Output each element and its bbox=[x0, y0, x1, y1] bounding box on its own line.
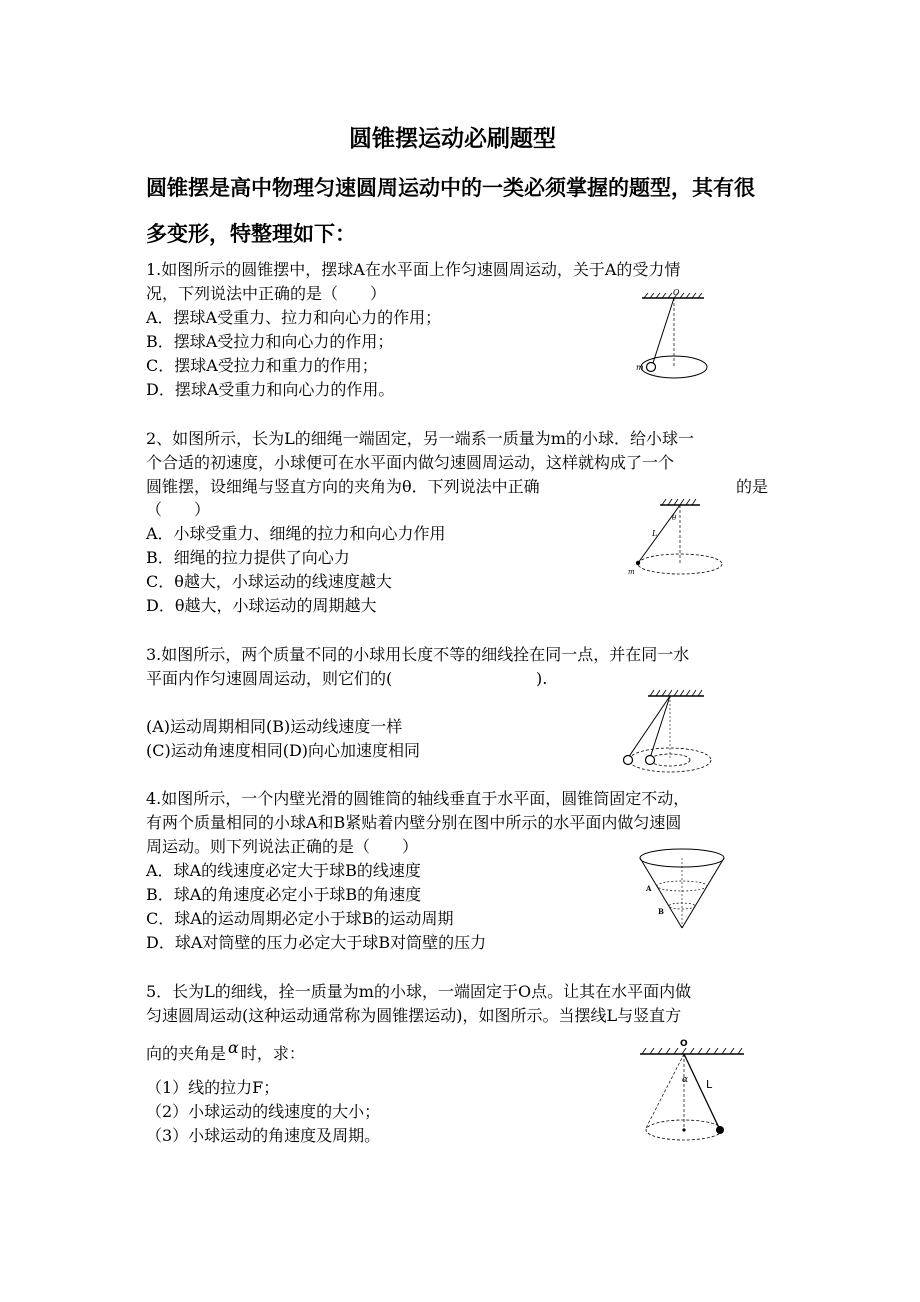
q2-stem-line-2: 个合适的初速度，小球便可在水平面内做匀速圆周运动，这样就构成了一个 bbox=[146, 453, 675, 472]
q1-option-d: D．摆球A受重力和向心力的作用。 bbox=[146, 380, 395, 399]
q5-label-l: L bbox=[706, 1078, 713, 1091]
q1-stem-line-1: 1.如图所示的圆锥摆中，摆球A在水平面上作匀速圆周运动，关于A的受力情 bbox=[146, 260, 681, 279]
q4-stem-line-3: 周运动。则下列说法正确的是（ ） bbox=[146, 837, 419, 856]
q5-stem-line-2: 匀速圆周运动(这种运动通常称为圆锥摆运动)，如图所示。当摆线L与竖直方 bbox=[146, 1006, 682, 1025]
q4-option-d: D．球A对筒壁的压力必定大于球B对筒壁的压力 bbox=[146, 933, 487, 952]
q1-stem-line-2: 况，下列说法中正确的是（ ） bbox=[146, 284, 387, 303]
q4-option-b: B．球A的角速度必定小于球B的角速度 bbox=[146, 885, 422, 904]
q5-stem-line-3 bbox=[146, 1038, 305, 1065]
q1-conical-pendulum-figure bbox=[636, 288, 710, 388]
q5-part-2: （2）小球运动的线速度的大小； bbox=[146, 1102, 381, 1121]
q2-label-m: m bbox=[628, 568, 635, 576]
q5-part-1: （1）线的拉力F； bbox=[146, 1078, 280, 1097]
q1-label-o: O bbox=[673, 288, 680, 297]
q1-option-a: A．摆球A受重力、拉力和向心力的作用； bbox=[146, 308, 442, 327]
q5-conical-pendulum-figure bbox=[636, 1040, 748, 1164]
q2-answer-paren: （ ） bbox=[146, 500, 211, 519]
q3-option-line-2: (C)运动角速度相同(D)向心加速度相同 bbox=[146, 741, 421, 760]
q2-label-l: L bbox=[652, 529, 658, 538]
q2-option-d: D．θ越大，小球运动的周期越大 bbox=[146, 596, 377, 615]
q4-label-a: A bbox=[646, 884, 652, 893]
q3-option-line-1: (A)运动周期相同(B)运动线速度一样 bbox=[146, 717, 403, 736]
intro-line-2: 多变形，特整理如下： bbox=[146, 222, 356, 246]
q5-stem-line-3-end: 时，求： bbox=[240, 1044, 305, 1063]
q4-label-b: B bbox=[658, 907, 664, 916]
q5-label-alpha: α bbox=[682, 1075, 689, 1085]
q2-option-b: B．细绳的拉力提供了向心力 bbox=[146, 548, 350, 567]
q4-option-a: A．球A的线速度必定大于球B的线速度 bbox=[146, 861, 421, 880]
q3-stem-line-2-end: ). bbox=[536, 669, 548, 688]
q3-stem-line-2: 平面内作匀速圆周运动，则它们的( bbox=[146, 669, 393, 688]
q3-stem-line-1: 3.如图所示，两个质量不同的小球用长度不等的细线拴在同一点，并在同一水 bbox=[146, 645, 690, 664]
q2-stem-line-3-end: 的是 bbox=[736, 477, 769, 496]
q1-label-m: m bbox=[636, 363, 644, 372]
q5-stem-line-1: 5．长为L的细线，拴一质量为m的小球，一端固定于O点。让其在水平面内做 bbox=[146, 982, 692, 1001]
q5-label-o: O bbox=[680, 1039, 688, 1049]
q4-cone-figure bbox=[636, 846, 728, 932]
q5-part-3: （3）小球运动的角速度及周期。 bbox=[146, 1126, 381, 1145]
q3-two-pendulums-figure bbox=[620, 686, 712, 782]
q2-label-theta: θ bbox=[672, 514, 677, 522]
q4-stem-line-2: 有两个质量相同的小球A和B紧贴着内壁分别在图中所示的水平面内做匀速圆 bbox=[146, 813, 682, 832]
q1-option-b: B．摆球A受拉力和向心力的作用； bbox=[146, 332, 394, 351]
q5-stem-line-3-start: 向的夹角是 bbox=[146, 1044, 227, 1063]
q4-option-c: C．球A的运动周期必定小于球B的运动周期 bbox=[146, 909, 454, 928]
q5-alpha-symbol: α bbox=[228, 1038, 239, 1057]
q1-option-c: C．摆球A受拉力和重力的作用； bbox=[146, 356, 378, 375]
intro-line-1: 圆锥摆是高中物理匀速圆周运动中的一类必须掌握的题型，其有很 bbox=[146, 176, 755, 200]
q2-option-a: A．小球受重力、细绳的拉力和向心力作用 bbox=[146, 524, 446, 543]
q4-stem-line-1: 4.如图所示，一个内壁光滑的圆锥筒的轴线垂直于水平面，圆锥筒固定不动， bbox=[146, 789, 690, 808]
q2-stem-line-1: 2、如图所示，长为L的细绳一端固定，另一端系一质量为m的小球．给小球一 bbox=[146, 429, 694, 448]
q2-conical-pendulum-figure bbox=[624, 496, 724, 582]
q2-stem-line-3: 圆锥摆，设细绳与竖直方向的夹角为θ．下列说法中正确 bbox=[146, 477, 540, 496]
page-title: 圆锥摆运动必刷题型 bbox=[349, 126, 556, 152]
q2-option-c: C．θ越大，小球运动的线速度越大 bbox=[146, 572, 392, 591]
